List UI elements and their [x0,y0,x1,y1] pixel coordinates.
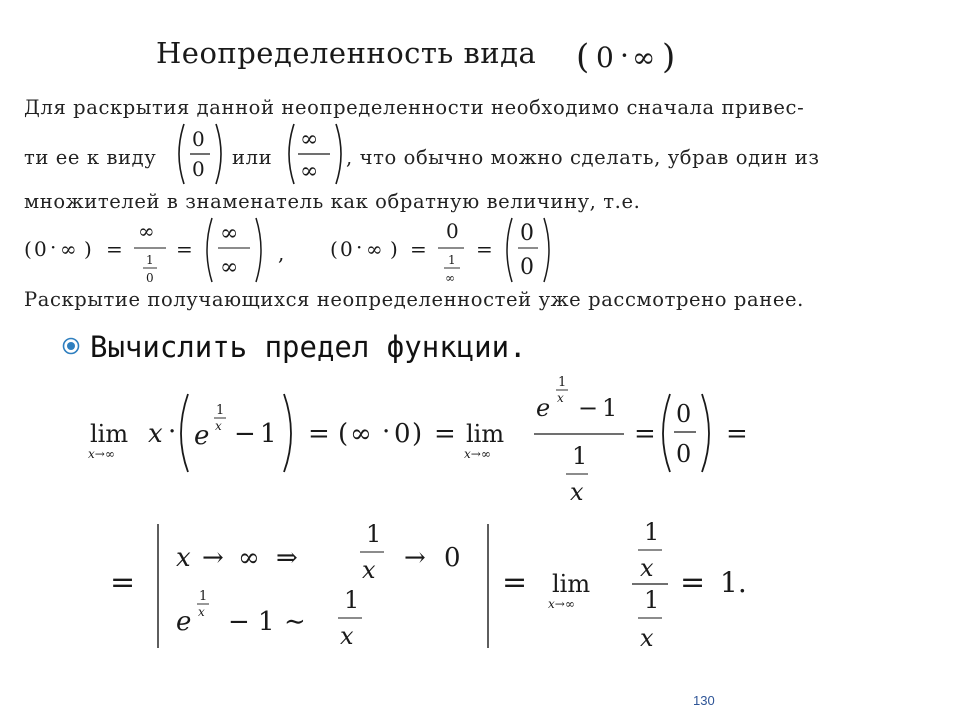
lim2-sub: x→∞ [464,447,491,461]
eq-g: = [680,565,706,600]
f1-eq2: = [176,237,193,261]
f2-den-inf: ∞ [445,271,455,285]
lim2: lim [466,420,505,448]
f2-den-one: 1 [448,253,456,267]
transformation-formulas [20,214,580,288]
row2-exp-one: 1 [199,589,208,604]
row1-arrow2: → [404,543,426,573]
eq-b: = [434,419,456,449]
x1: x [148,419,163,449]
res-den-zero: 0 [676,440,692,468]
title-close-paren: ) [662,37,676,77]
text-line-2a: ти ее к виду [24,146,157,169]
lim3-sub: x→∞ [548,597,575,611]
page-number: 130 [693,693,715,708]
f2-r-den-zero: 0 [520,255,534,280]
f-comma: , [278,241,285,265]
den-x: x [570,478,584,506]
den-zero: 0 [192,157,205,181]
f2-num-zero: 0 [446,219,459,243]
title-open-paren: ( [576,37,590,77]
lim3: lim [552,570,591,598]
row2-minus: − [228,607,250,637]
row1-zero: 0 [444,543,461,573]
result-one: 1. [720,566,747,599]
f1-r-num-inf: ∞ [220,221,239,246]
fraction-inf-over-inf [282,118,354,190]
title-dot: · [620,39,629,72]
row2-e: e [176,607,192,637]
dot1: · [168,417,177,447]
row1-implies: ⇒ [276,543,298,573]
dd-x: x [640,624,654,652]
f1-open: ( [24,237,32,261]
row1-arrow: → [202,543,224,573]
one1: 1 [260,419,277,449]
minus1: − [234,419,256,449]
f2-close: ) [390,237,398,261]
title-zero: 0 [596,41,614,74]
f1-inf: ∞ [60,237,77,261]
lim1: lim [90,420,129,448]
text-line-3: множителей в знаменатель как обратную величину, т.е. [24,190,641,213]
title-formula [570,30,680,80]
nn-x: x [640,554,654,582]
f1-r-den-inf: ∞ [220,255,239,280]
text-line-2b: или [232,146,273,169]
fraction-zero-over-zero [172,118,232,190]
row2-exp-x: x [198,605,205,619]
po-zero: 0 [394,419,411,449]
f1-den-one: 1 [146,253,154,267]
e1: e [194,421,210,451]
f2-r-num-zero: 0 [520,221,534,246]
po-inf: ∞ [350,419,372,449]
den-one: 1 [572,442,588,470]
f1-eq1: = [106,237,123,261]
num-inf: ∞ [300,127,319,152]
exp2-one: 1 [558,375,567,390]
title-inf: ∞ [632,41,656,74]
bullet-icon [62,337,80,355]
f1-den-zero: 0 [146,271,154,285]
row1-frac-x: x [362,556,376,584]
limit-formula-2 [104,512,784,662]
row1-frac-one: 1 [366,520,382,548]
one2: 1 [602,394,618,422]
row2-frac-one: 1 [344,586,360,614]
lim1-sub: x→∞ [88,447,115,461]
po-open: ( [338,419,349,449]
f2-open: ( [330,237,338,261]
f2-dot: · [356,235,363,259]
minus2: − [578,394,599,422]
dd-one: 1 [644,586,660,614]
f2-eq1: = [410,237,427,261]
exp1-one: 1 [216,403,225,418]
f1-close: ) [84,237,92,261]
f2-zero: 0 [340,237,353,261]
text-line-1: Для раскрытия данной неопределенности необходимо сначала привес- [24,96,805,119]
limit-formula-1 [84,372,764,516]
eq-c: = [634,419,656,449]
eq-d: = [726,419,748,449]
eq-f: = [502,565,528,600]
title-text: Неопределенность вида [156,36,537,70]
slide-title [156,36,536,70]
f2-inf: ∞ [366,237,383,261]
exp1-x: x [215,419,222,433]
res-num-zero: 0 [676,400,692,428]
row1-inf: ∞ [238,543,260,573]
task-text: Вычислить предел функции. [90,330,527,364]
text-line-2c: , что обычно можно сделать, убрав один из [346,146,820,169]
f1-dot: · [50,235,57,259]
e2: e [536,394,551,422]
exp2-x: x [557,391,564,405]
num-zero: 0 [192,127,205,151]
row2-frac-x: x [340,622,354,650]
f1-zero: 0 [34,237,47,261]
f1-num-inf: ∞ [138,219,155,243]
f2-eq2: = [476,237,493,261]
po-close: ) [412,419,423,449]
row2-sim: ∼ [284,607,306,637]
eq-a: = [308,419,330,449]
nn-one: 1 [644,518,660,546]
row2-one: 1 [258,607,275,637]
den-inf: ∞ [300,159,319,184]
po-dot: · [382,417,391,447]
row1-x: x [176,543,191,573]
text-line-5: Раскрытие получающихся неопределенностей уже рассмотрено ранее. [24,288,804,311]
eq-e: = [110,565,136,600]
